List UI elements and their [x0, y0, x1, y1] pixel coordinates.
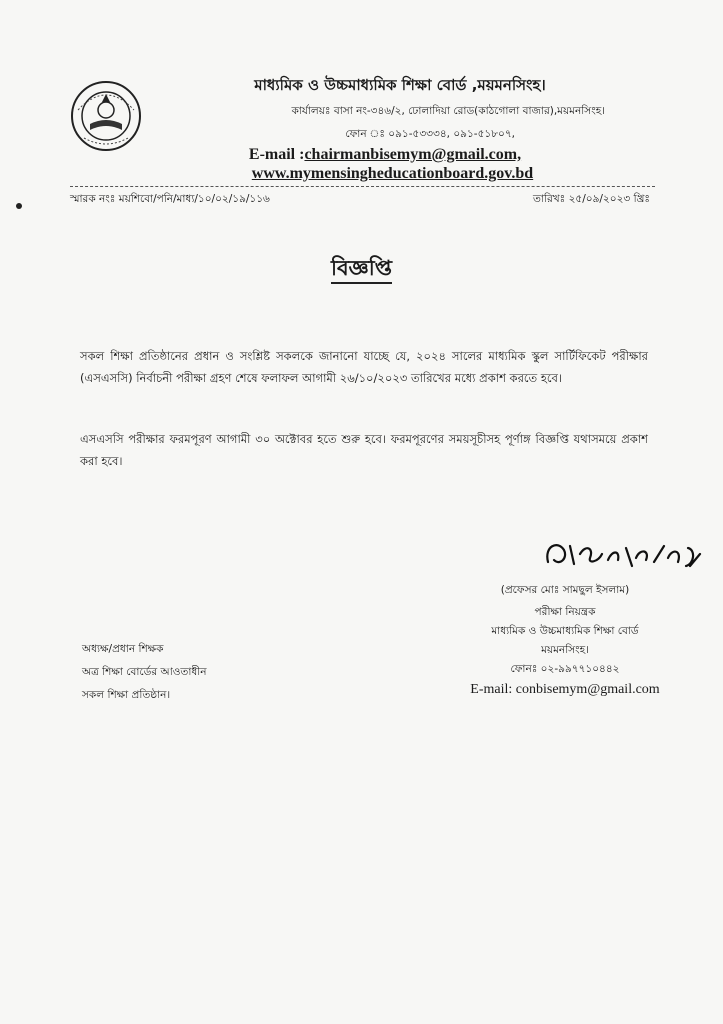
notice-paragraph-1: সকল শিক্ষা প্রতিষ্ঠানের প্রধান ও সংশ্লিষ্ট সকলকে জানানো যাচ্ছে যে, ২০২৪ সালের মাধ্যমিক স্কুল সার্টিফিকেট পরীক্ষার (এসএসসি) নির্বাচনী পরীক্ষা গ্রহণ শেষে ফলাফল আগামী ২৬/১০/২০২৩ তারিখের মধ্যে প্রকাশ করতে হবে। — [80, 349, 648, 385]
recipient-line-2: অত্র শিক্ষা বোর্ডের আওতাধীন — [82, 666, 207, 678]
email-label: E-mail : — [248, 146, 305, 163]
header-divider — [70, 186, 655, 187]
website-link[interactable]: www.mymensingheducationboard.gov.bd — [251, 165, 534, 182]
notice-title — [0, 252, 723, 287]
memo-number: স্মারক নংঃ ময়শিবো/পনি/মাধ্য/১০/০২/১৯/১১৬ — [70, 193, 270, 205]
handwritten-signature — [540, 536, 710, 576]
signer-board: মাধ্যমিক ও উচ্চমাধ্যমিক শিক্ষা বোর্ড — [491, 625, 639, 637]
signer-phone: ফোনঃ ০২-৯৯৭৭১০৪৪২ — [510, 663, 620, 675]
notice-paragraph-2: এসএসসি পরীক্ষার ফরমপূরণ আগামী ৩০ অক্টোবর হতে শুরু হবে। ফরমপূরণের সময়সূচীসহ পূর্ণাঙ্গ বিজ্ঞপ্তি যথাসময়ে প্রকাশ করা হবে। — [80, 432, 648, 468]
signer-name: (প্রফেসর মোঃ সামছুল ইসলাম) — [500, 584, 630, 596]
email-link[interactable]: chairmanbisemym@gmail.com, — [304, 146, 522, 163]
board-name: মাধ্যমিক ও উচ্চমাধ্যমিক শিক্ষা বোর্ড ,ময়মনসিংহ। — [254, 76, 546, 94]
signer-designation: পরীক্ষা নিয়ন্ত্রক — [534, 606, 596, 618]
punch-hole-mark — [16, 203, 22, 209]
board-seal-icon — [70, 80, 142, 152]
recipient-line-3: সকল শিক্ষা প্রতিষ্ঠান। — [82, 689, 171, 701]
board-email — [200, 146, 570, 164]
office-address: কার্যালয়ঃ বাসা নং-৩৪৬/২, ঢোলাদিয়া রোড(কাঠগোলা বাজার),ময়মনসিংহ। — [291, 105, 605, 117]
office-phone: ফোন ঃ ০৯১-৫৩৩৩৪, ০৯১-৫১৮০৭, — [345, 128, 515, 140]
notice-title-text: বিজ্ঞপ্তি — [331, 256, 392, 284]
recipient-line-1: অধ্যক্ষ/প্রধান শিক্ষক — [82, 643, 164, 655]
signer-city: ময়মনসিংহ। — [541, 644, 589, 656]
signer-email[interactable]: E-mail: conbisemym@gmail.com — [470, 682, 660, 697]
memo-date: তারিখঃ ২৫/০৯/২০২৩ খ্রিঃ — [533, 193, 650, 205]
